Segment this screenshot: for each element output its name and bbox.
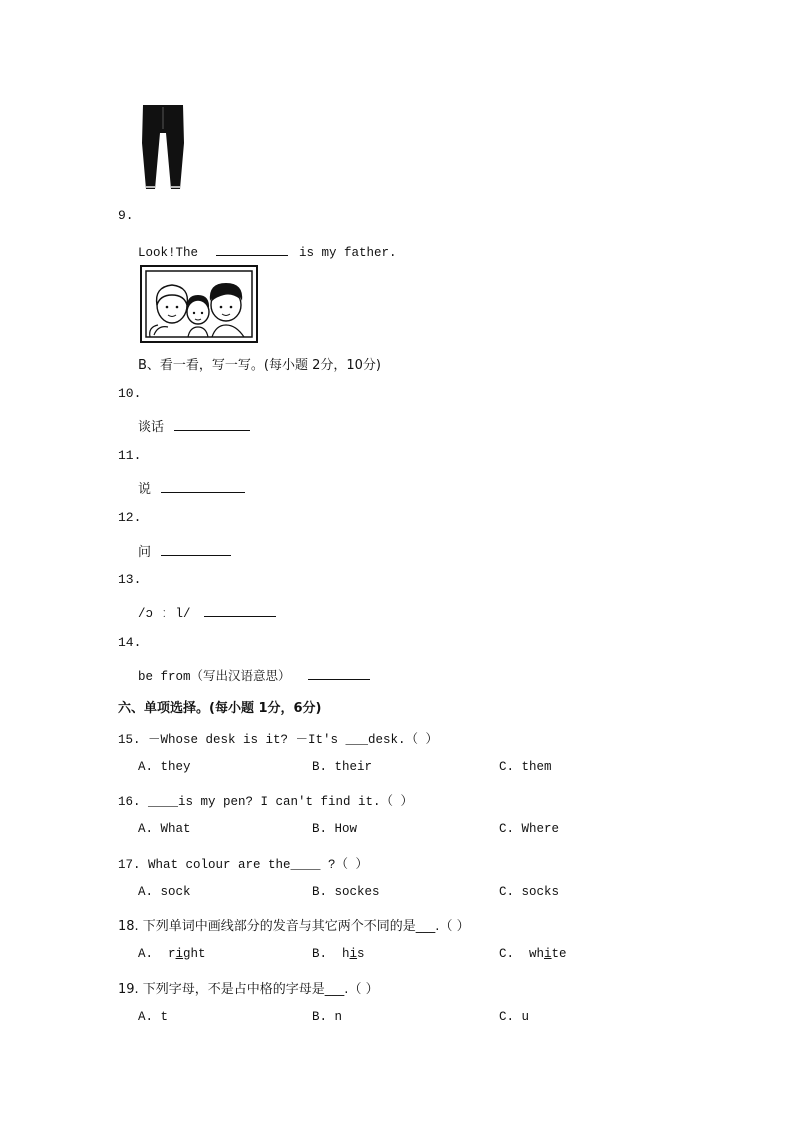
q11-number: 11. xyxy=(118,448,142,463)
q18-option-b[interactable] xyxy=(312,947,365,961)
q19-option-c[interactable]: C. u xyxy=(499,1010,530,1024)
q10-line xyxy=(138,416,250,435)
q14-prompt: be from（写出汉语意思） xyxy=(138,670,291,684)
q12-answer-blank[interactable] xyxy=(161,543,231,556)
q10-prompt: 谈话 xyxy=(138,420,165,435)
q10-answer-blank[interactable] xyxy=(174,418,250,431)
q13-number: 13. xyxy=(118,572,142,587)
q18-option-a-pre: r xyxy=(168,947,176,961)
q18-option-c-pre: wh xyxy=(529,947,545,961)
q12-line xyxy=(138,541,231,560)
q17-option-a[interactable]: A. sock xyxy=(138,885,191,899)
q13-prompt: /ɔ ː l/ xyxy=(138,607,191,621)
q16-option-c[interactable]: C. Where xyxy=(499,822,560,836)
pants-picture xyxy=(138,103,188,193)
q9-text-after: is my father. xyxy=(299,246,397,260)
q18-option-b-underlined: i xyxy=(349,947,358,961)
q18-option-a-post: ght xyxy=(183,947,206,961)
q14-line xyxy=(138,666,370,684)
q18-option-c-label: C. xyxy=(499,947,530,961)
q12-number: 12. xyxy=(118,510,142,525)
q11-answer-blank[interactable] xyxy=(161,480,245,493)
q19-option-a[interactable]: A. t xyxy=(138,1010,169,1024)
q11-line xyxy=(138,478,245,497)
q14-answer-blank[interactable] xyxy=(308,667,370,680)
q16-option-a[interactable]: A. What xyxy=(138,822,191,836)
q18-option-a-underlined: i xyxy=(175,947,184,961)
q15-stem: 15. －Whose desk is it? －It's ___desk.（ ） xyxy=(118,733,439,747)
q19-stem: 19. 下列字母，不是占中格的字母是___.（ ） xyxy=(118,982,379,997)
q15-option-c[interactable]: C. them xyxy=(499,760,552,774)
q11-prompt: 说 xyxy=(138,482,152,497)
q17-stem: 17. What colour are the____ ?（ ） xyxy=(118,858,369,872)
section-6-title: 六、单项选择。(每小题 1分，6分) xyxy=(118,701,322,716)
q18-option-c-post: te xyxy=(551,947,567,961)
q18-option-a[interactable] xyxy=(138,947,206,961)
q19-option-b[interactable]: B. n xyxy=(312,1010,343,1024)
q18-option-c-underlined: i xyxy=(544,947,552,961)
q18-option-c[interactable] xyxy=(499,947,567,961)
q16-option-b[interactable]: B. How xyxy=(312,822,358,836)
q14-number: 14. xyxy=(118,635,142,650)
q18-option-b-label: B. xyxy=(312,947,343,961)
q13-answer-blank[interactable] xyxy=(204,604,276,617)
q17-option-c[interactable]: C. socks xyxy=(499,885,560,899)
q10-number: 10. xyxy=(118,386,142,401)
q15-option-b[interactable]: B. their xyxy=(312,760,373,774)
q16-stem: 16. ____is my pen? I can't find it.（ ） xyxy=(118,795,414,809)
q9-number: 9. xyxy=(118,208,134,223)
q13-line xyxy=(138,604,276,621)
q9-text-before: Look!The xyxy=(138,246,199,260)
q18-option-b-post: s xyxy=(357,947,365,961)
q9-sentence xyxy=(138,243,397,260)
family-picture xyxy=(140,265,258,343)
q17-option-b[interactable]: B. sockes xyxy=(312,885,380,899)
q18-option-b-pre: h xyxy=(342,947,350,961)
q15-option-a[interactable]: A. they xyxy=(138,760,191,774)
q9-answer-blank[interactable] xyxy=(216,243,288,256)
section-b-title: B、看一看，写一写。(每小题 2分，10分) xyxy=(138,358,382,373)
q18-option-a-label: A. xyxy=(138,947,169,961)
q18-stem: 18. 下列单词中画线部分的发音与其它两个不同的是___.（ ） xyxy=(118,919,470,934)
q12-prompt: 问 xyxy=(138,545,152,560)
